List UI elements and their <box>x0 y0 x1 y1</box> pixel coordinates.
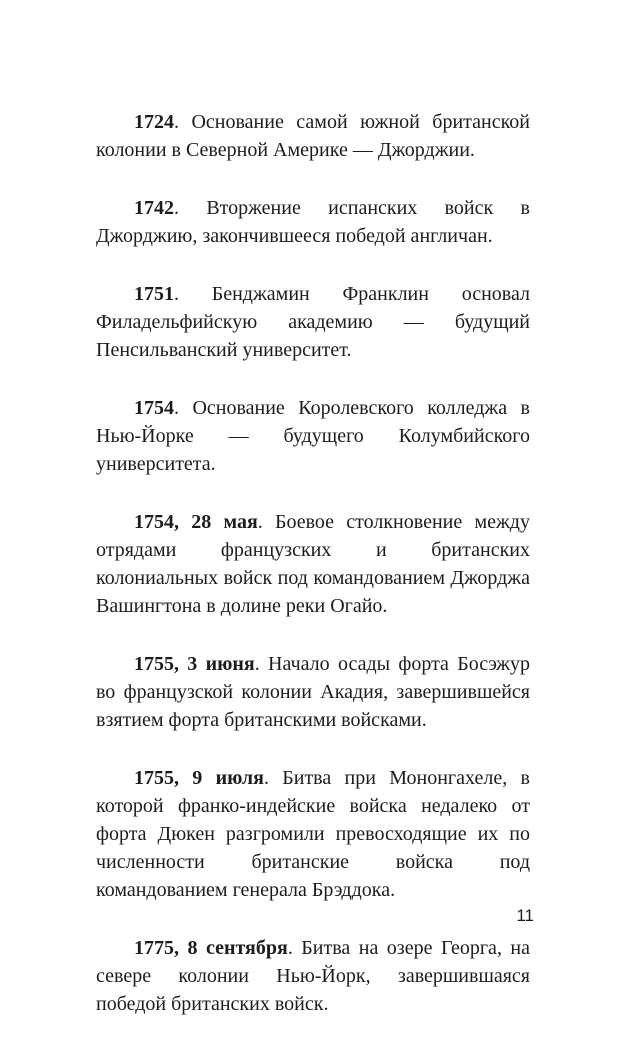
entry-text: . Битва при Мононгахеле, в которой франко-индейские войска недалеко от форта Дюкен разгромили превосходящие их по численности британские войска под командованием генерала Брэддока. <box>96 767 530 901</box>
chronology-entry <box>96 280 530 364</box>
entry-date: 1754 <box>134 397 174 419</box>
entry-text: . Боевое столкновение между отрядами французских и британских колониальных войск под командованием Джорджа Вашингтона в долине реки Огайо. <box>96 511 530 617</box>
chronology-entry <box>96 108 530 164</box>
chronology-entry <box>96 508 530 620</box>
entry-text: . Бенджамин Франклин основал Филадельфийскую академию — будущий Пенсильванский университет. <box>96 283 530 361</box>
entry-date: 1754, 28 мая <box>134 511 258 533</box>
entry-text: . Начало осады форта Босэжур во французской колонии Акадия, завершившейся взятием форта британскими войсками. <box>96 653 530 731</box>
entry-text: . Основание самой южной британской колонии в Северной Америке — Джорджии. <box>96 111 530 161</box>
chronology-entry <box>96 650 530 734</box>
entry-date: 1742 <box>134 197 174 219</box>
entry-date: 1775, 8 сентября <box>134 937 288 959</box>
entry-date: 1751 <box>134 283 174 305</box>
chronology-entry <box>96 394 530 478</box>
entry-date: 1755, 9 июля <box>134 767 264 789</box>
entry-date: 1755, 3 июня <box>134 653 255 675</box>
entry-text: . Битва на озере Георга, на севере колонии Нью-Йорк, завершившаяся победой британских войск. <box>96 937 530 1015</box>
page-number: 11 <box>516 906 534 925</box>
chronology-entry <box>96 194 530 250</box>
entry-date: 1724 <box>134 111 174 133</box>
chronology-entry <box>96 764 530 904</box>
page-body <box>96 108 530 1048</box>
entry-text: . Основание Королевского колледжа в Нью-Йорке — будущего Колумбийского университета. <box>96 397 530 475</box>
chronology-entry <box>96 934 530 1018</box>
entry-text: . Вторжение испанских войск в Джорджию, закончившееся победой англичан. <box>96 197 530 247</box>
